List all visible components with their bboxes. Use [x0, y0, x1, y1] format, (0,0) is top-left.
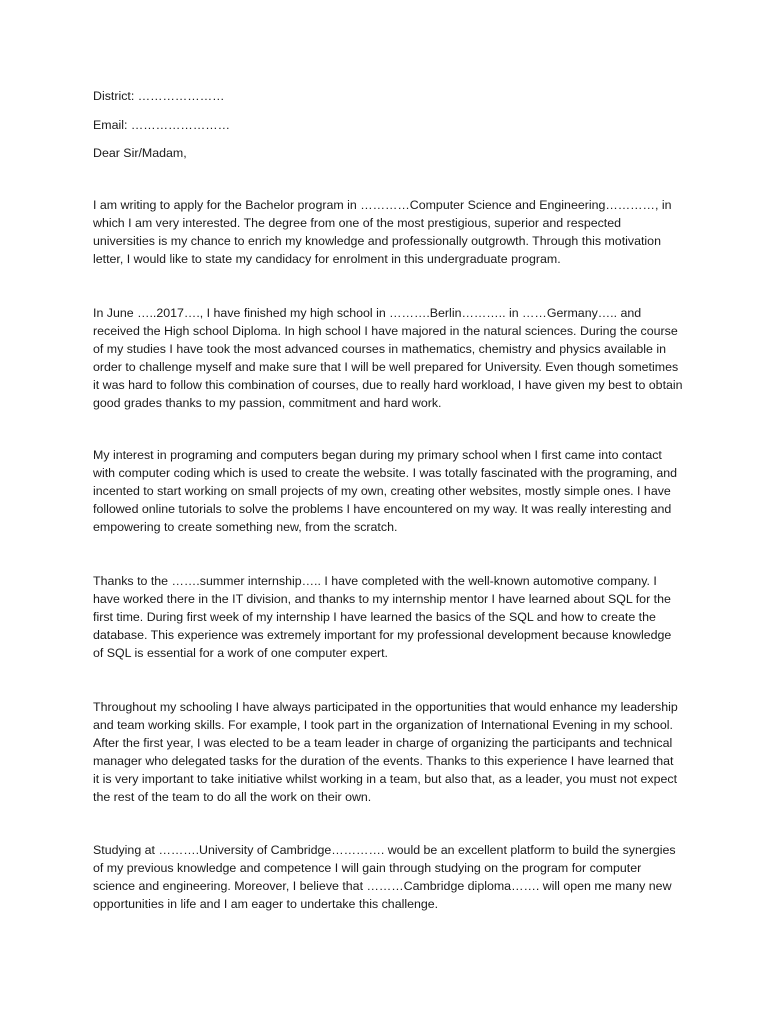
email-line: Email: …………………… [93, 118, 230, 132]
district-line: District: ………………… [93, 89, 225, 103]
salutation: Dear Sir/Madam, [93, 146, 187, 160]
paragraph-cambridge: Studying at ……….University of Cambridge…………. would be an excellent platform to build the synergies of my previous knowledge and competence I will gain through studying on the program for computer science and engineering. Moreover, I believe that ………Cambridge diploma……. will open me many new opportunities in life and I am eager to undertake this challenge. [93, 843, 676, 911]
paragraph-application: I am writing to apply for the Bachelor program in …………Computer Science and Engineering…………, in which I am very interested. The degree from one of the most prestigious, superior and respected universities is my chance to enrich my knowledge and professionally outgrowth. Through this motivation letter, I would like to state my candidacy for enrolment in this undergraduate program. [93, 198, 672, 266]
paragraph-high-school: In June …..2017…., I have finished my high school in ……….Berlin……….. in ……Germany….. and received the High school Diploma. In high school I have majored in the natural sciences. During the course of my studies I have took the most advanced courses in mathematics, chemistry and physics available in order to challenge myself and make sure that I will be well prepared for University. Even though sometimes it was hard to follow this combination of courses, due to really hard workload, I have given my best to obtain good grades thanks to my passion, commitment and hard work. [93, 306, 683, 410]
paragraph-internship: Thanks to the …….summer internship….. I have completed with the well-known automotive company. I have worked there in the IT division, and thanks to my internship mentor I have learned about SQL for the first time. During first week of my internship I have learned the basics of the SQL and how to create the database. This experience was extremely important for my professional development because knowledge of SQL is essential for a work of one computer expert. [93, 574, 672, 660]
paragraph-programming-interest: My interest in programing and computers began during my primary school when I first came into contact with computer coding which is used to create the website. I was totally fascinated with the programing, and incented to start working on small projects of my own, creating other websites, mostly simple ones. I have followed online tutorials to solve the problems I have encountered on my way. It was really interesting and empowering to create something new, from the scratch. [93, 448, 678, 534]
paragraph-leadership: Throughout my schooling I have always participated in the opportunities that would enhance my leadership and team working skills. For example, I took part in the organization of International Evening in my school. After the first year, I was elected to be a team leader in charge of organizing the participants and technical manager who delegated tasks for the duration of the events. Thanks to this experience I have learned that it is very important to take initiative whilst working in a team, but also that, as a leader, you must not expect the rest of the team to do all the work on their own. [93, 700, 678, 804]
